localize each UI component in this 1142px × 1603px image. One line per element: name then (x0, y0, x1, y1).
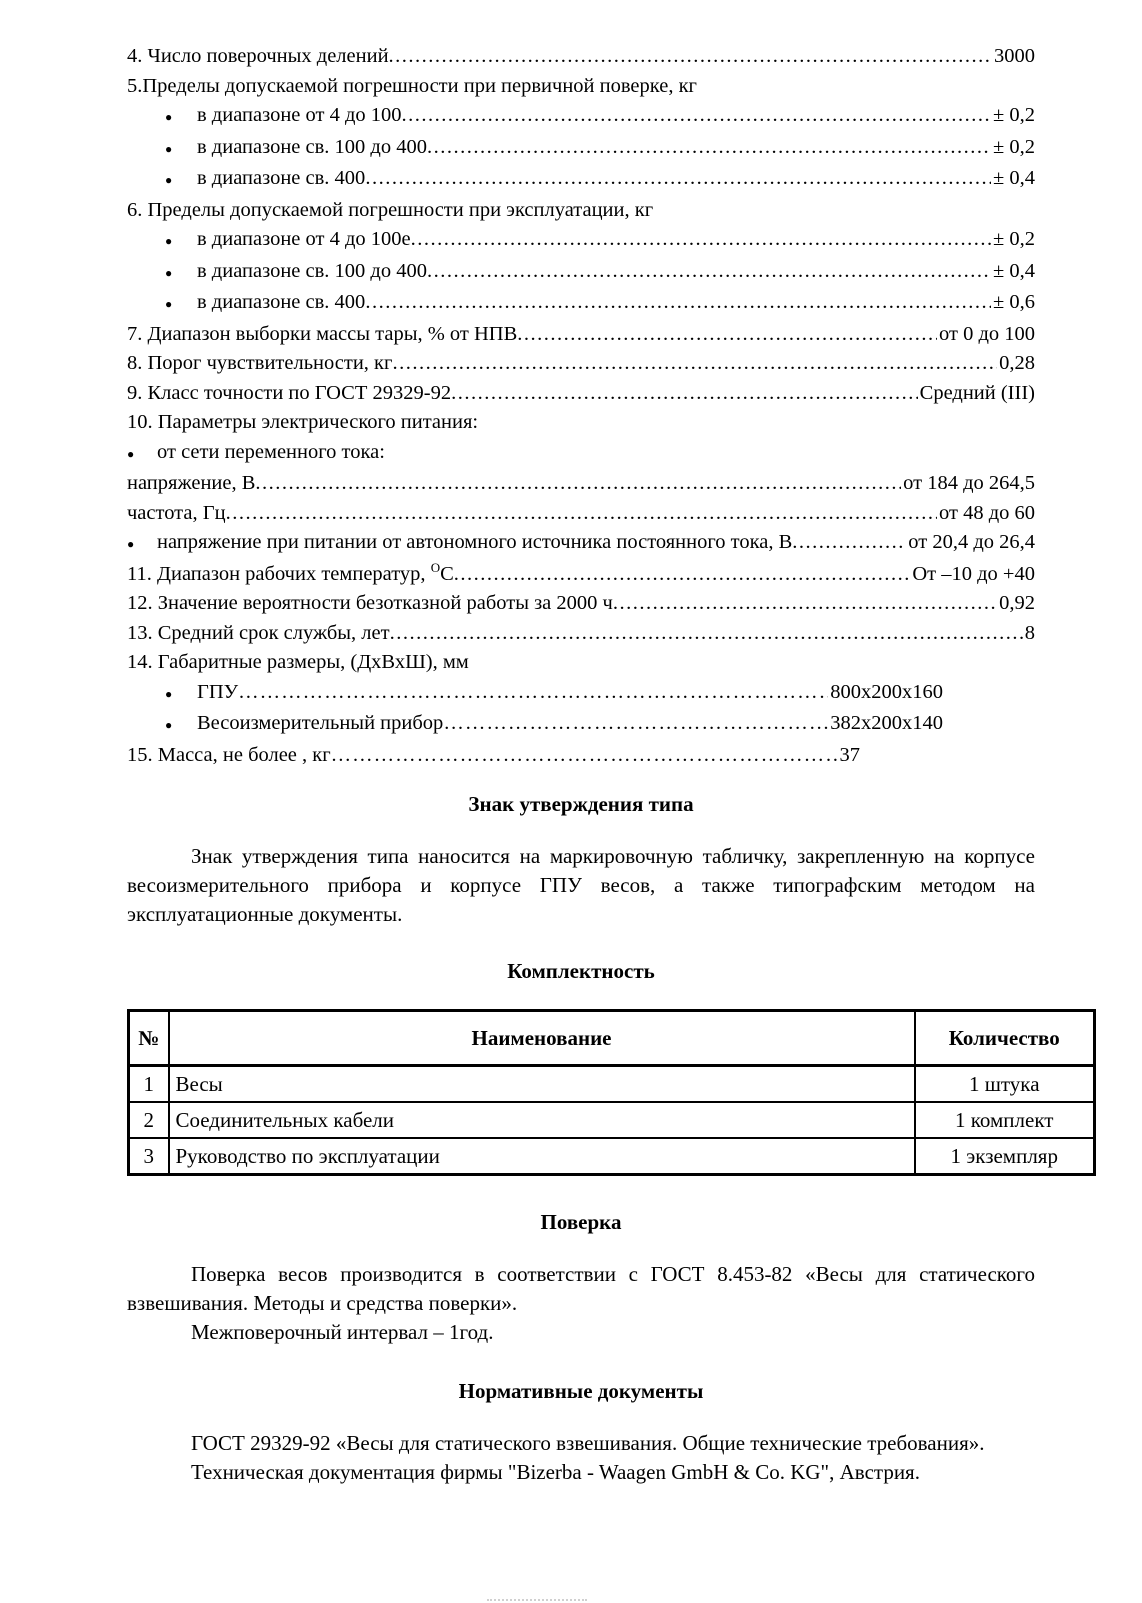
spec-subitem-gpu (127, 682, 943, 706)
spec-item-7 (127, 324, 1035, 346)
bullet-icon: ● (165, 686, 173, 701)
spec-value: ± 0,4 (992, 167, 1035, 189)
spec-value: 37 (839, 743, 860, 766)
spec-subitem-frequency (127, 503, 1035, 525)
spec-label: в диапазоне св. 400 (197, 291, 366, 313)
spec-item-14 (127, 652, 1035, 674)
spec-value: 382х200х140 (830, 712, 943, 734)
spec-item-5 (127, 76, 1035, 98)
dot-leader (451, 383, 918, 405)
spec-label: в диапазоне от 4 до 100е (197, 228, 411, 250)
spec-subitem (127, 137, 1035, 161)
spec-label: Весоизмерительный прибор (197, 712, 444, 734)
spec-subitem-device (127, 713, 943, 737)
dot-leader (517, 324, 937, 346)
spec-label: в диапазоне св. 100 до 400 (197, 259, 427, 282)
spec-value: от 20,4 до 26,4 (908, 531, 1035, 553)
scan-artifact (487, 1599, 587, 1601)
bullet-icon: ● (127, 537, 135, 551)
table-cell-qty: 1 штука (915, 1066, 1095, 1103)
spec-value: ± 0,2 (992, 228, 1035, 250)
spec-value: От –10 до +40 (912, 562, 1035, 585)
bullet-icon: ● (165, 110, 173, 124)
spec-label: 15. Масса, не более , кг (127, 743, 331, 766)
table-row (129, 1102, 1095, 1138)
spec-label: от сети переменного тока: (157, 440, 385, 463)
spec-value: от 184 до 264,5 (903, 472, 1035, 494)
spec-item-6 (127, 200, 1035, 222)
spec-item-12 (127, 593, 1035, 615)
type-approval-paragraph: Знак утверждения типа наносится на маркировочную табличку, закрепленную на корпусе весоизмерительного прибора и корпусе ГПУ весов, а также типографским методом на эксплуатационные документы. (127, 844, 1035, 926)
dot-leader (792, 532, 906, 554)
table-cell-name: Руководство по эксплуатации (169, 1138, 915, 1175)
section-heading-type-approval: Знак утверждения типа (468, 792, 694, 816)
spec-label: 13. Средний срок службы, лет (127, 621, 390, 644)
spec-subitem (127, 229, 1035, 253)
spec-value: ± 0,4 (992, 259, 1035, 282)
dot-leader (427, 261, 991, 283)
table-header-qty: Количество (915, 1011, 1095, 1066)
section-heading-verification: Поверка (540, 1210, 622, 1234)
bullet-icon: ● (165, 297, 173, 311)
spec-label: напряжение при питании от автономного источника постоянного тока, В (157, 531, 793, 553)
spec-value: 8 (1024, 621, 1035, 644)
spec-subitem (127, 168, 1035, 192)
spec-label: 10. Параметры электрического питания: (127, 411, 479, 433)
completeness-table (127, 1009, 1096, 1176)
spec-value: ± 0,2 (992, 104, 1035, 126)
table-cell-qty: 1 экземпляр (915, 1138, 1095, 1175)
dot-leader (226, 503, 937, 525)
dot-leader (331, 745, 838, 767)
dot-leader (427, 137, 991, 159)
spec-label-text: 11. Диапазон рабочих температур, (127, 562, 431, 585)
spec-label: частота, Гц (127, 501, 226, 524)
table-cell-num: 2 (129, 1102, 169, 1138)
spec-label: в диапазоне св. 100 до 400 (197, 135, 427, 158)
spec-label: 4. Число поверочных делений (127, 45, 389, 67)
dot-leader (389, 46, 992, 68)
spec-item-9 (127, 383, 1035, 405)
spec-label: 9. Класс точности по ГОСТ 29329-92 (127, 381, 452, 404)
spec-item-8 (127, 353, 1035, 375)
dot-leader (392, 353, 997, 375)
section-heading-completeness: Комплектность (507, 959, 655, 983)
spec-item-10 (127, 412, 1035, 434)
spec-label: ГПУ (197, 680, 239, 703)
dot-leader (443, 713, 828, 735)
verification-paragraph: Поверка весов производится в соответствии с ГОСТ 8.453-82 «Весы для статического взвешивания. Методы и средства поверки». (127, 1262, 1035, 1315)
degree-superscript: О (430, 559, 441, 575)
bullet-icon: ● (165, 718, 173, 732)
bullet-icon: ● (165, 234, 173, 248)
spec-subitem (127, 261, 1035, 285)
spec-subitem (127, 292, 1035, 316)
spec-label: 6. Пределы допускаемой погрешности при эксплуатации, кг (127, 198, 654, 221)
verification-interval: Межповерочный интервал – 1год. (191, 1320, 494, 1344)
normative-paragraph-gost: ГОСТ 29329-92 «Весы для статического взвешивания. Общие технические требования». (191, 1431, 985, 1455)
table-cell-qty: 1 комплект (915, 1102, 1095, 1138)
spec-value: от 0 до 100 (939, 322, 1035, 345)
spec-value: 3000 (994, 45, 1035, 67)
dot-leader (365, 168, 991, 190)
spec-item-4 (127, 46, 1035, 68)
dot-leader (255, 473, 901, 495)
table-header-name: Наименование (169, 1011, 915, 1066)
spec-label: в диапазоне от 4 до 100 (197, 104, 402, 126)
spec-value: ± 0,6 (992, 291, 1035, 313)
spec-subitem-ac (127, 442, 1035, 466)
normative-paragraph-docs: Техническая документация фирмы "Bizerba - Waagen GmbH & Co. KG", Австрия. (191, 1460, 920, 1484)
spec-value: 800х200х160 (830, 680, 943, 703)
table-row (129, 1066, 1095, 1103)
dot-leader (613, 593, 997, 615)
spec-label: 5.Пределы допускаемой погрешности при первичной поверке, кг (127, 74, 697, 97)
spec-label: 8. Порог чувствительности, кг (127, 352, 393, 374)
spec-subitem-dc (127, 532, 1035, 556)
bullet-icon: ● (165, 265, 173, 280)
spec-value: от 48 до 60 (939, 501, 1035, 524)
dot-leader (238, 682, 828, 704)
dot-leader (454, 564, 911, 586)
spec-subitem (127, 105, 1035, 129)
spec-item-11 (127, 559, 1035, 586)
spec-value: 0,28 (999, 352, 1035, 374)
spec-value: ± 0,2 (992, 135, 1035, 158)
spec-item-13 (127, 623, 1035, 645)
spec-list (127, 46, 1035, 766)
table-header-num: № (129, 1011, 169, 1066)
dot-leader (365, 292, 991, 314)
dot-leader (411, 229, 991, 251)
spec-label-unit: С (440, 562, 454, 585)
bullet-icon: ● (127, 446, 135, 461)
spec-label: 7. Диапазон выборки массы тары, % от НПВ (127, 322, 518, 345)
table-header-row (129, 1011, 1095, 1066)
table-cell-num: 1 (129, 1066, 169, 1103)
table-row (129, 1138, 1095, 1175)
spec-label: 14. Габаритные размеры, (ДхВхШ), мм (127, 651, 469, 673)
dot-leader (402, 105, 991, 127)
bullet-icon: ● (165, 141, 173, 156)
spec-label: в диапазоне св. 400 (197, 167, 366, 189)
section-heading-normative: Нормативные документы (458, 1379, 704, 1403)
table-cell-num: 3 (129, 1138, 169, 1175)
spec-label (127, 559, 454, 586)
table-cell-name: Весы (169, 1066, 915, 1103)
dot-leader (390, 623, 1023, 645)
spec-subitem-voltage (127, 473, 1035, 495)
spec-value: Средний (III) (919, 381, 1035, 404)
spec-label: напряжение, В (127, 472, 256, 494)
spec-label: 12. Значение вероятности безотказной работы за 2000 ч (127, 592, 613, 614)
bullet-icon: ● (165, 173, 173, 187)
spec-value: 0,92 (999, 592, 1035, 614)
spec-item-15 (127, 745, 860, 767)
table-cell-name: Соединительных кабели (169, 1102, 915, 1138)
